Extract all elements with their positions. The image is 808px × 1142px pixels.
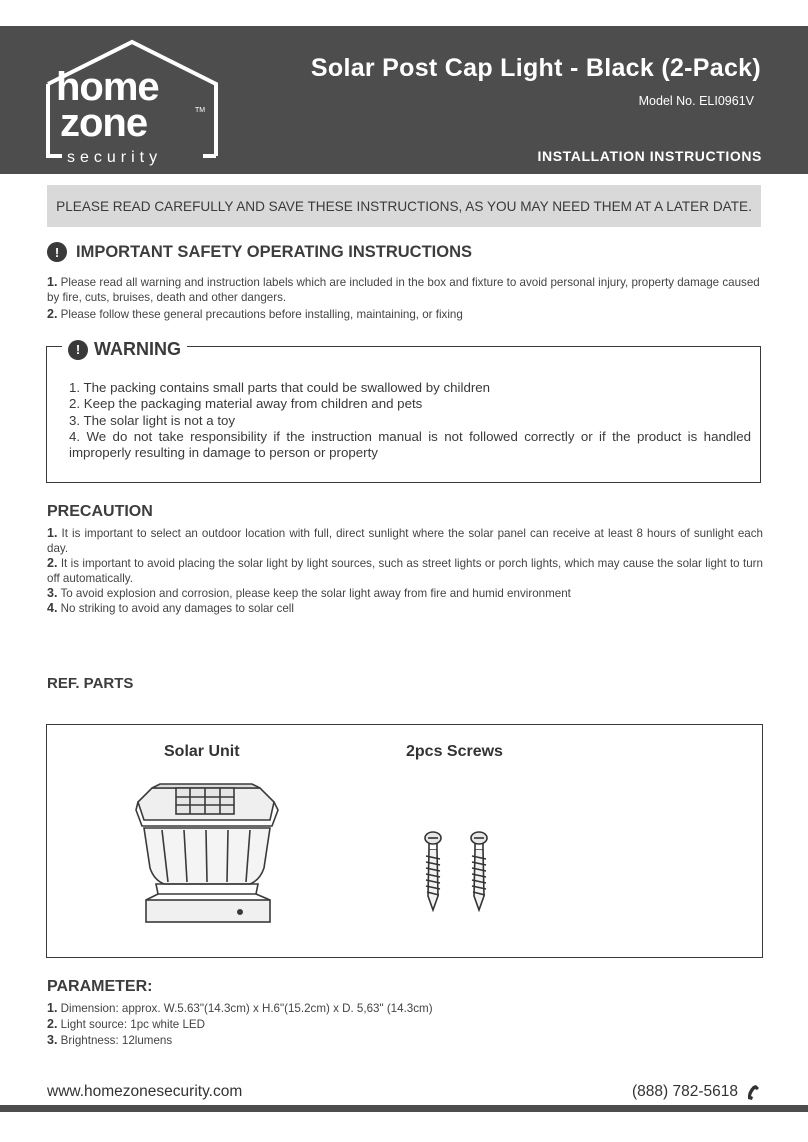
model-number: Model No. ELI0961V xyxy=(638,94,754,108)
safety-heading-text: IMPORTANT SAFETY OPERATING INSTRUCTIONS xyxy=(76,242,473,261)
header-bar xyxy=(0,26,808,174)
svg-text:security: security xyxy=(67,149,163,166)
list-item: 2. Please follow these general precautions before installing, maintaining, or fixing xyxy=(47,307,463,321)
section-label: INSTALLATION INSTRUCTIONS xyxy=(537,148,762,164)
list-item: 1. Please read all warning and instruction labels which are included in the box and fixture to avoid personal injury, property damage caused by fire, cuts, bruises, death and other dangers. xyxy=(47,275,760,304)
website-link[interactable]: www.homezonesecurity.com xyxy=(47,1083,243,1100)
warning-heading: ! WARNING xyxy=(62,339,187,360)
safety-list xyxy=(47,275,763,322)
safety-heading xyxy=(47,242,472,262)
list-item: 3. Brightness: 12lumens xyxy=(47,1033,173,1047)
svg-text:TM: TM xyxy=(195,107,206,114)
list-item: 3. To avoid explosion and corrosion, please keep the solar light away from fire and humid environment xyxy=(47,586,571,600)
precaution-list xyxy=(47,526,763,616)
svg-text:zone: zone xyxy=(60,101,148,145)
home-zone-security-logo xyxy=(40,38,225,170)
solar-unit-illustration xyxy=(132,780,282,930)
warning-list xyxy=(69,380,751,461)
list-item: 1. It is important to select an outdoor location with full, direct sunlight where the solar panel can receive at least 8 hours of sunlight each day. xyxy=(47,526,763,555)
list-item: 2. Keep the packaging material away from children and pets xyxy=(69,396,423,412)
list-item: 1. The packing contains small parts that could be swallowed by children xyxy=(69,380,491,395)
exclamation-icon: ! xyxy=(47,242,67,262)
phone-number[interactable]: (888) 782-5618 xyxy=(632,1083,760,1101)
precaution-heading: PRECAUTION xyxy=(47,503,153,520)
footer-bar xyxy=(0,1105,808,1112)
exclamation-icon: ! xyxy=(68,340,88,360)
svg-text:home: home xyxy=(56,65,159,109)
list-item: 4. No striking to avoid any damages to solar cell xyxy=(47,601,294,615)
list-item: 4. We do not take responsibility if the instruction manual is not followed correctly or if the product is handled improperly resulting in damage to person or property xyxy=(69,428,751,461)
solar-unit-label: Solar Unit xyxy=(164,743,240,760)
phone-icon xyxy=(746,1084,760,1101)
parameter-heading: PARAMETER: xyxy=(47,978,153,995)
list-item: 3. The solar light is not a toy xyxy=(69,412,236,428)
page-title: Solar Post Cap Light - Black (2-Pack) xyxy=(310,54,761,82)
list-item: 1. Dimension: approx. W.5.63"(14.3cm) x H.6"(15.2cm) x D. 5,63" (14.3cm) xyxy=(47,1001,433,1015)
read-notice: PLEASE READ CAREFULLY AND SAVE THESE INSTRUCTIONS, AS YOU MAY NEED THEM AT A LATER DATE. xyxy=(47,185,761,227)
parameter-list xyxy=(47,1001,763,1048)
list-item: 2. It is important to avoid placing the solar light by light sources, such as street lights or porch lights, which may cause the solar light to turn off automatically. xyxy=(47,556,763,585)
screws-illustration xyxy=(416,830,496,912)
screws-label: 2pcs Screws xyxy=(406,743,503,760)
parts-heading: REF. PARTS xyxy=(47,675,134,692)
list-item: 2. Light source: 1pc white LED xyxy=(47,1017,206,1031)
